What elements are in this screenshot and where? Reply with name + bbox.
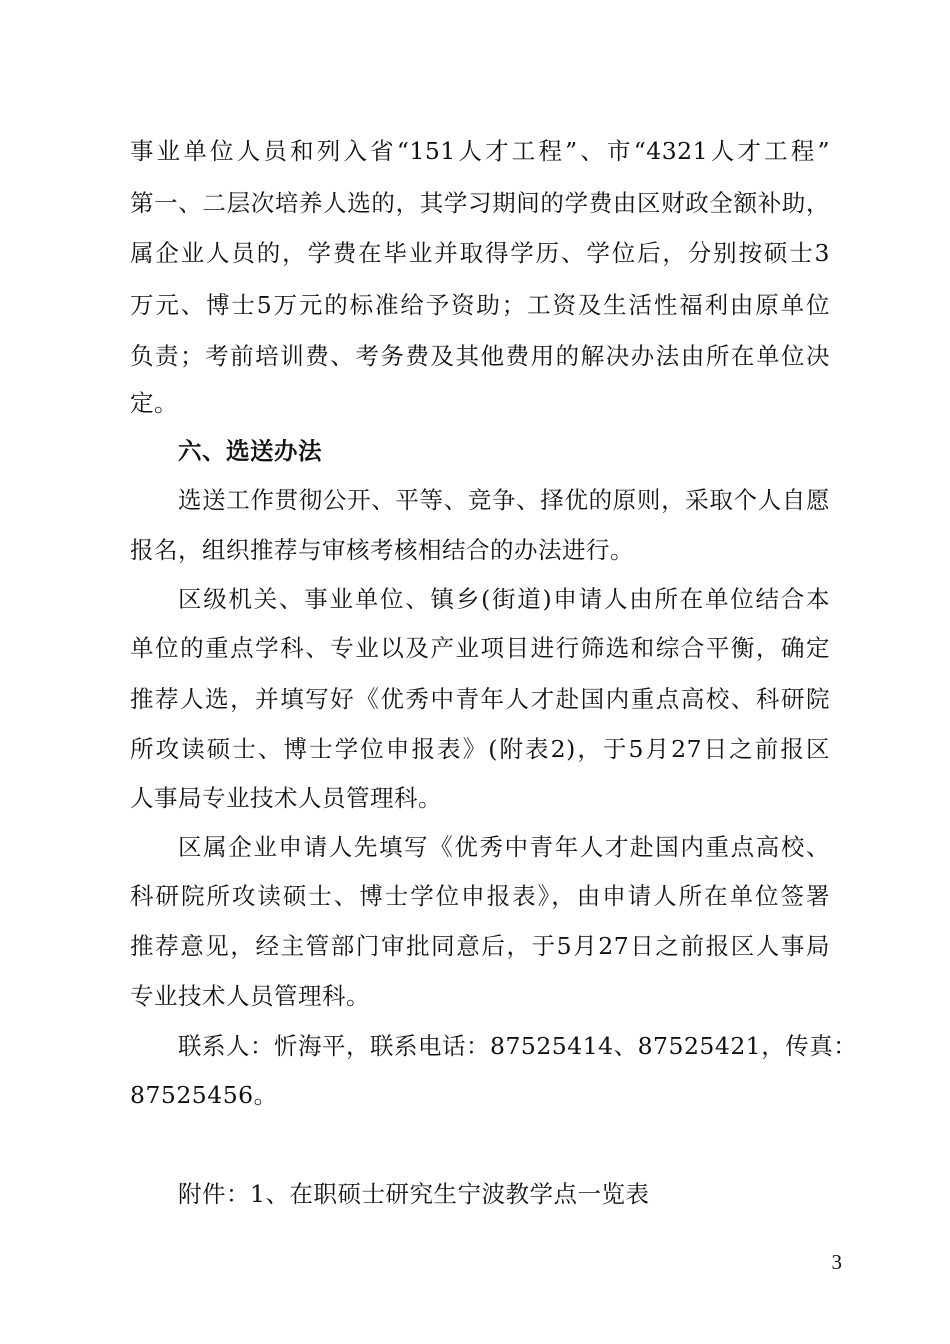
- body-line-8: 选送工作贯彻公开、平等、竞争、择优的原则，采取个人自愿: [178, 486, 830, 514]
- body-line-5: 负责；考前培训费、考务费及其他费用的解决办法由所在单位决: [130, 342, 830, 370]
- body-line-6: 定。: [130, 389, 178, 417]
- body-line-13: 所攻读硕士、博士学位申报表》(附表2)，于5月27日之前报区: [130, 735, 830, 763]
- body-line-10: 区级机关、事业单位、镇乡(街道)申请人由所在单位结合本: [178, 585, 830, 613]
- body-line-11: 单位的重点学科、专业以及产业项目进行筛选和综合平衡，确定: [130, 634, 830, 662]
- body-line-16: 科研院所攻读硕士、博士学位申报表》，由申请人所在单位签署: [130, 882, 830, 910]
- body-line-12: 推荐人选，并填写好《优秀中青年人才赴国内重点高校、科研院: [130, 685, 830, 713]
- body-line-18: 专业技术人员管理科。: [130, 982, 370, 1010]
- body-line-15: 区属企业申请人先填写《优秀中青年人才赴国内重点高校、: [178, 833, 830, 861]
- body-line-2: 第一、二层次培养人选的，其学习期间的学费由区财政全额补助，: [130, 189, 830, 217]
- body-line-3: 属企业人员的，学费在毕业并取得学历、学位后，分别按硕士3: [130, 239, 830, 267]
- body-line-4: 万元、博士5万元的标准给予资助；工资及生活性福利由原单位: [130, 291, 830, 319]
- body-line-9: 报名，组织推荐与审核考核相结合的办法进行。: [130, 536, 634, 564]
- section-heading: 六、选送办法: [178, 437, 322, 465]
- body-line-14: 人事局专业技术人员管理科。: [130, 784, 442, 812]
- body-line-1: 事业单位人员和列入省“151人才工程”、市“4321人才工程”: [130, 137, 830, 165]
- contact-fax-line: 87525456。: [130, 1081, 278, 1109]
- page-number: 3: [831, 1250, 842, 1274]
- attachment-line: 附件：1、在职硕士研究生宁波教学点一览表: [178, 1180, 650, 1208]
- body-line-17: 推荐意见，经主管部门审批同意后，于5月27日之前报区人事局: [130, 932, 830, 960]
- contact-line: 联系人：忻海平，联系电话：87525414、87525421，传真：: [178, 1032, 858, 1060]
